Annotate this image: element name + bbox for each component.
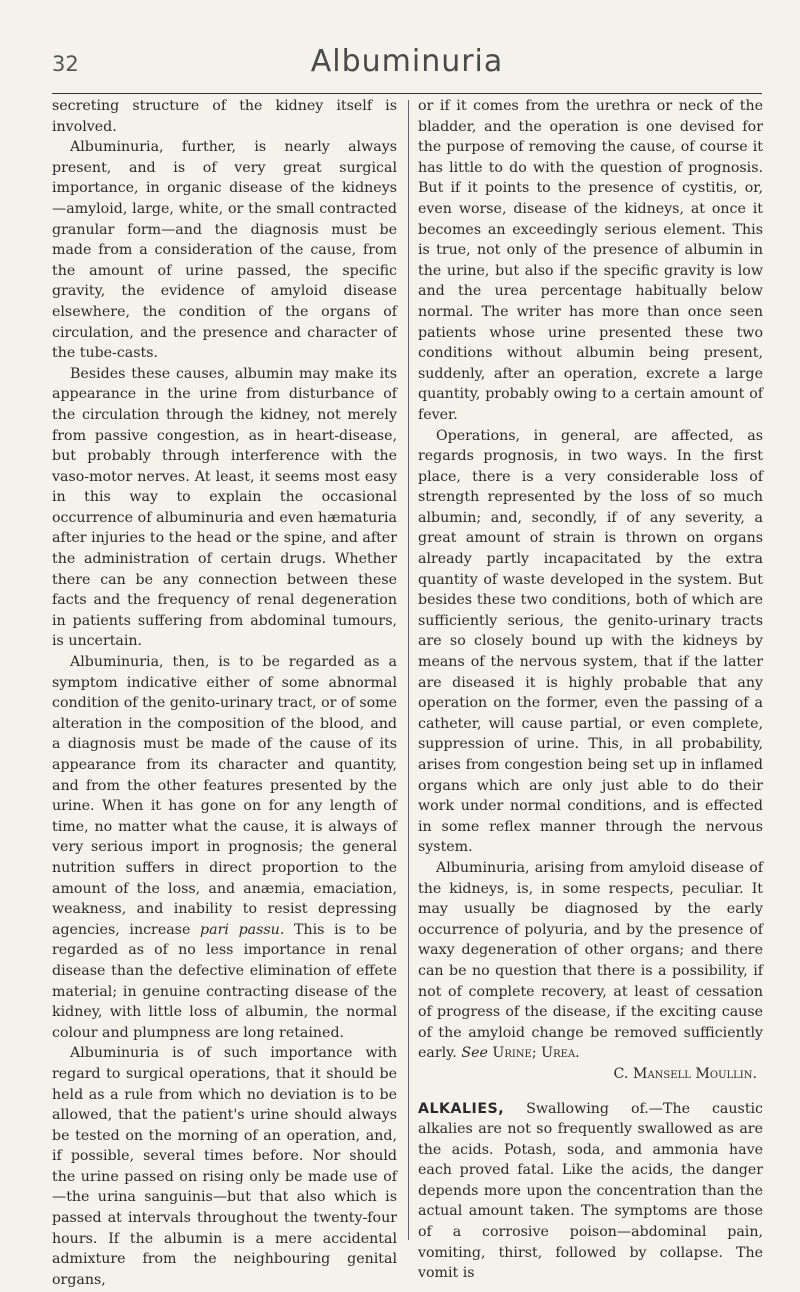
page-header: [52, 44, 762, 84]
text-run: This is to be regarded as of no less importance in renal disease than the defective elimination of effete material; in genuine contracting disease of the kidney, with little loss of albumin, the normal colour and plumpness are long retained.: [52, 921, 398, 1041]
paragraph: Albuminuria, further, is nearly always present, and is of very great surgical importance, in organic disease of the kidneys —amyloid, large, white, or the small contracted granular form—and the diagnosis must be made from a consideration of the cause, from the amount of urine passed, the specific gravity, the evidence of amyloid disease elsewhere, the condition of the organs of circulation, and the presence and character of the tube-casts.: [52, 139, 397, 362]
entry-subhead: Swallowing of.: [526, 1100, 649, 1117]
left-column: [52, 96, 397, 1290]
paragraph: Operations, in general, are affected, as regards prognosis, in two ways. In the first place, there is a very considerable loss of strength represented by the loss of so much albumin; and, secondly, if of any severity, a great amount of strain is thrown on organs already partly incapacitated by the extra quantity of waste developed in the system. But besides these two conditions, both of which are sufficiently serious, the genito-urinary tracts are so closely bound up with the kidneys by means of the nervous system, that if the latter are diseased it is highly probable that any operation on the former, even the passing of a catheter, will cause partial, or even complete, suppression of urine. This, in all probability, arises from congestion being set up in inflamed organs which are only just able to do their work under normal conditions, and is effected in some reflex manner through the nervous system.: [418, 427, 763, 856]
text-run: Albuminuria, then, is to be regarded as a symptom indicative either of some abnormal condition of the genito-urinary tract, or of some alteration in the composition of the blood, and a diagnosis must be made of the cause of its appearance from its character and quantity, and from the other features presented by the urine. When it has gone on for any length of time, no matter what the cause, it is always of very serious import in prognosis; the general nutrition suffers in direct proportion to the amount of the loss, and anæmia, emaciation, weakness, and inability to resist depressing agencies, increase: [52, 654, 397, 938]
paragraph: Besides these causes, albumin may make its appearance in the urine from disturbance of the circulation through the kidney, not merely from passive congestion, as in heart-disease, but probably through interference with the vaso-motor nerves. At least, it seems most easy in this way to explain the occasional occurrence of albuminuria and even hæmaturia after injuries to the head or the spine, and after the administration of certain drugs. Whether there can be any connection between these facts and the frequency of renal degeneration in patients suffering from abdominal tumours, is uncertain.: [52, 365, 397, 650]
separator: ;: [531, 1045, 537, 1062]
author-signature: C. Mansell Moullin.: [613, 1065, 757, 1082]
entry-text: —The caustic alkalies are not so frequently swallowed as are the acids. Potash, soda, and ammonia have each proved fatal. Like the acids, the danger depends more upon the concentration than the actual amount taken. The symptoms are those of a corrosive poison—abdominal pain, vomiting, thirst, followed by collapse. The vomit is: [418, 1100, 763, 1282]
column-divider: [408, 100, 409, 1240]
cross-reference: Urea.: [541, 1045, 580, 1062]
paragraph: [418, 858, 763, 1064]
cross-reference: Urine: [492, 1045, 532, 1062]
paragraph: secreting structure of the kidney itself is involved.: [52, 98, 397, 135]
header-rule: [52, 93, 762, 94]
entry-headword: ALKALIES,: [418, 1100, 505, 1117]
right-column: [418, 96, 763, 1284]
see-reference: See: [461, 1045, 488, 1062]
paragraph: Albuminuria is of such importance with regard to surgical operations, that it should be held as a rule from which no deviation is to be allowed, that the patient's urine should always be tested on the morning of an operation, and, if possible, several times before. Nor should the urine passed on rising only be made use of—the urina sanguinis—but that also which is passed at intervals throughout the twenty-four hours. If the albumin is a mere accidental admixture from the neighbouring genital organs,: [52, 1045, 397, 1288]
text-run: Albuminuria, arising from amyloid disease of the kidneys, is, in some respects, peculiar. It may usually be diagnosed by the early occurrence of polyuria, and by the presence of waxy degeneration of other organs; and there can be no question that there is a possibility, if not of complete recovery, at least of cessation of progress of the disease, if the exciting cause of the amyloid change be removed sufficiently early.: [418, 859, 763, 1062]
running-title: Albuminuria: [310, 44, 504, 79]
paragraph: [52, 652, 397, 1043]
italic-phrase: pari passu.: [200, 921, 285, 938]
entry-alkalies: [418, 1099, 763, 1284]
page-number: 32: [52, 52, 79, 76]
text-columns: [52, 96, 763, 1288]
paragraph: or if it comes from the urethra or neck of the bladder, and the operation is one devised for the purpose of removing the cause, of course it has little to do with the question of prognosis. But if it points to the presence of cystitis, or, even worse, disease of the kidneys, at once it becomes an exceedingly serious element. This is true, not only of the presence of albumin in the urine, but also if the specific gravity is low and the urea percentage habitually below normal. The writer has more than once seen patients whose urine presented these two conditions without albumin being present, suddenly, after an operation, excrete a large quantity, probably owing to a certain amount of fever.: [418, 98, 763, 423]
